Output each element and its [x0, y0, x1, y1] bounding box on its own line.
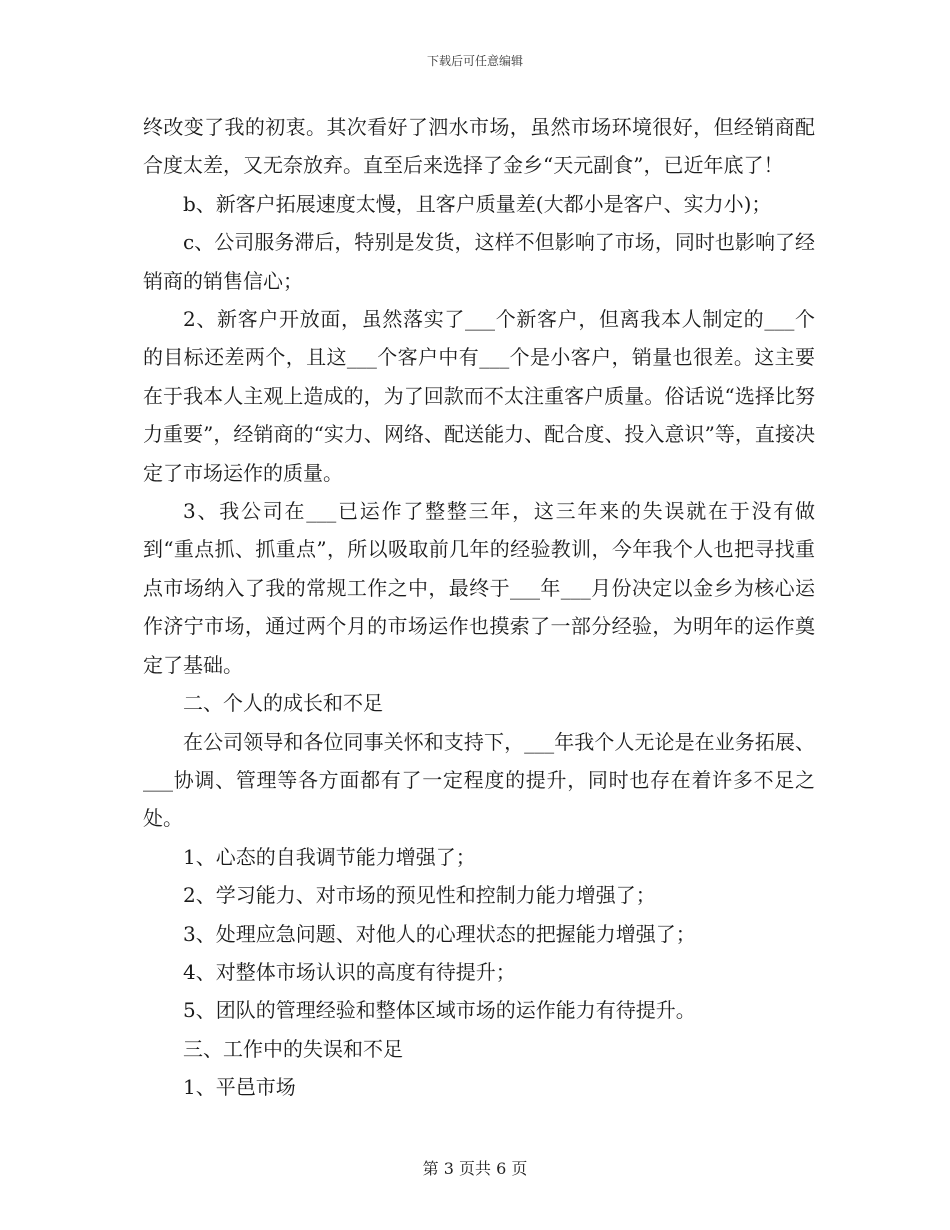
paragraph-4: 2、新客户开放面，虽然落实了___个新客户，但离我本人制定的___个的目标还差两个，且这___个客户中有___个是小客户，销量也很差。这主要在于我本人主观上造成的，为了回款而不太注重客户质量。俗话说“选择比努力重要”，经销商的“实力、网络、配送能力、配合度、投入意识”等，直接决定了市场运作的质量。: [143, 307, 815, 485]
document-body: [143, 108, 815, 1107]
paragraph-5: 3、我公司在___已运作了整整三年，这三年来的失误就在于没有做到“重点抓、抓重点”，所以吸取前几年的经验教训，今年我个人也把寻找重点市场纳入了我的常规工作之中，最终于___年___月份决定以金乡为核心运作济宁市场，通过两个月的市场运作也摸索了一部分经验，为明年的运作奠定了基础。: [143, 499, 815, 677]
list-item-1: 1、心态的自我调节能力增强了；: [183, 844, 476, 869]
list-item-4: 4、对整体市场认识的高度有待提升；: [183, 959, 516, 984]
paragraph-3: c、公司服务滞后，特别是发货，这样不但影响了市场，同时也影响了经销商的销售信心；: [143, 230, 815, 293]
list-item-5: 5、团队的管理经验和整体区域市场的运作能力有待提升。: [183, 998, 696, 1023]
section-heading-2: 二、个人的成长和不足: [183, 691, 383, 716]
paragraph-6: 在公司领导和各位同事关怀和支持下，___年我个人无论是在业务拓展、___协调、管理等各方面都有了一定程度的提升，同时也存在着许多不足之处。: [143, 729, 815, 831]
page-footer: 第 3 页共 6 页: [422, 1159, 528, 1178]
subsection-heading: 1、平邑市场: [183, 1075, 296, 1100]
list-item-2: 2、学习能力、对市场的预见性和控制力能力增强了；: [183, 883, 656, 908]
list-item-3: 3、处理应急问题、对他人的心理状态的把握能力增强了；: [183, 921, 696, 946]
paragraph-1: 终改变了我的初衷。其次看好了泗水市场，虽然市场环境很好，但经销商配合度太差，又无奈放弃。直至后来选择了金乡“天元副食”，已近年底了！: [143, 115, 815, 178]
paragraph-2: b、新客户拓展速度太慢，且客户质量差(大都小是客户、实力小)；: [183, 191, 772, 216]
section-heading-3: 三、工作中的失误和不足: [183, 1036, 403, 1061]
page-header: 下载后可任意编辑: [426, 54, 523, 68]
